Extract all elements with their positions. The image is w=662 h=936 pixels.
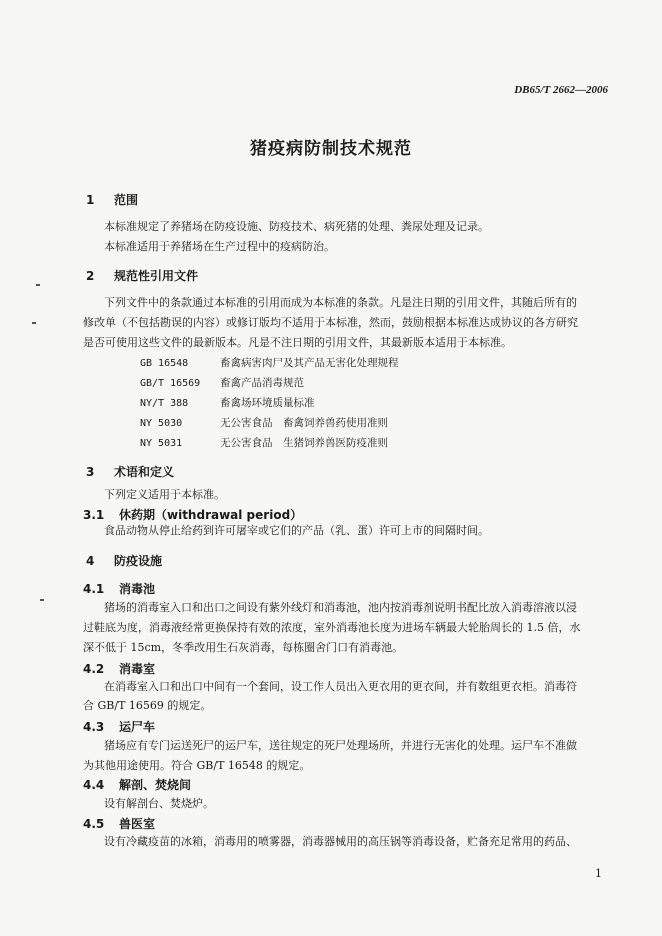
paragraph-line: 修改单（不包括勘误的内容）或修订版均不适用于本标准，然而，鼓励根据本标准达成协议的各方研究	[83, 316, 578, 329]
subsection-number: 3.1	[83, 508, 105, 522]
subsection-number: 4.1	[83, 582, 105, 596]
subsection-title: 休药期（withdrawal period）	[119, 508, 303, 522]
subsection-4-1-heading	[83, 580, 155, 597]
reference-name: 畜禽病害肉尸及其产品无害化处理规程	[220, 357, 399, 369]
scan-speck	[36, 284, 40, 286]
subsection-number: 4.4	[83, 778, 105, 792]
reference-name: 畜禽场环境质量标准	[220, 397, 315, 409]
scan-speck	[40, 599, 44, 601]
reference-code: NY 5030	[140, 418, 183, 429]
paragraph-line: 合 GB/T 16569 的规定。	[83, 699, 212, 712]
subsection-4-3-heading	[83, 718, 155, 735]
reference-code: GB/T 16569	[140, 378, 201, 389]
reference-name: 畜禽产品消毒规范	[220, 377, 304, 389]
section-title: 防疫设施	[114, 554, 163, 568]
subsection-title: 解剖、焚烧间	[119, 778, 192, 792]
reference-name: 无公害食品 畜禽饲养兽药使用准则	[220, 417, 388, 429]
subsection-4-5-heading	[83, 815, 155, 832]
subsection-4-2-heading	[83, 660, 155, 677]
reference-item	[140, 415, 388, 430]
paragraph-line: 设有冷藏疫苗的冰箱，消毒用的喷雾器，消毒器械用的高压锅等消毒设备，贮备充足常用的药品、	[104, 835, 577, 848]
subsection-title: 消毒池	[119, 582, 156, 596]
section-number: 4	[86, 554, 95, 568]
section-title: 术语和定义	[114, 465, 175, 479]
document-number: DB65/T 2662—2006	[514, 84, 608, 96]
section-title: 范围	[114, 193, 139, 207]
page-number: 1	[595, 867, 602, 880]
paragraph-line: 下列文件中的条款通过本标准的引用而成为本标准的条款。凡是注日期的引用文件，其随后所有的	[104, 296, 577, 309]
section-number: 2	[86, 269, 95, 283]
section-4-heading	[86, 552, 162, 569]
paragraph-line: 本标准适用于养猪场在生产过程中的疫病防治。	[104, 240, 335, 253]
paragraph-line: 设有解剖台、焚烧炉。	[104, 797, 214, 810]
subsection-title: 运尸车	[119, 720, 156, 734]
paragraph-line: 过鞋底为度，消毒液经常更换保持有效的浓度，室外消毒池长度为进场车辆最大轮胎周长的 1.5 倍，水	[83, 621, 581, 634]
reference-code: NY/T 388	[140, 398, 189, 409]
reference-item	[140, 435, 388, 450]
section-number: 3	[86, 465, 95, 479]
subsection-number: 4.3	[83, 720, 105, 734]
section-title: 规范性引用文件	[114, 269, 199, 283]
paragraph-line: 深不低于 15cm，冬季改用生石灰消毒，每栋圈舍门口有消毒池。	[83, 641, 404, 654]
reference-item	[140, 395, 315, 410]
subsection-4-4-heading	[83, 776, 191, 793]
paragraph-line: 本标准规定了养猪场在防疫设施、防疫技术、病死猪的处理、粪尿处理及记录。	[104, 220, 489, 233]
reference-code: NY 5031	[140, 438, 183, 449]
paragraph-line: 是否可使用这些文件的最新版本。凡是不注日期的引用文件，其最新版本适用于本标准。	[83, 336, 512, 349]
paragraph-line: 食品动物从停止给药到许可屠宰或它们的产品（乳、蛋）许可上市的间隔时间。	[104, 524, 489, 537]
paragraph-line: 猪场的消毒室入口和出口之间设有紫外线灯和消毒池，池内按消毒剂说明书配比放入消毒溶液以浸	[104, 601, 577, 614]
subsection-3-1-heading	[83, 506, 302, 523]
paragraph-line: 在消毒室入口和出口中间有一个套间，设工作人员出入更衣用的更衣间，并有数组更衣柜。消毒符	[104, 680, 577, 693]
subsection-number: 4.5	[83, 817, 105, 831]
section-2-heading	[86, 267, 198, 284]
scan-speck	[32, 322, 36, 324]
subsection-title: 消毒室	[119, 662, 156, 676]
paragraph-line: 下列定义适用于本标准。	[104, 488, 225, 501]
page-title: 猪疫病防制技术规范	[250, 139, 412, 159]
section-number: 1	[86, 193, 95, 207]
paragraph-line: 为其他用途使用。符合 GB/T 16548 的规定。	[83, 759, 311, 772]
paragraph-line: 猪场应有专门运送死尸的运尸车，送往规定的死尸处理场所，并进行无害化的处理。运尸车不准做	[104, 739, 577, 752]
reference-item	[140, 375, 304, 390]
reference-item	[140, 355, 399, 370]
section-1-heading	[86, 191, 138, 208]
subsection-number: 4.2	[83, 662, 105, 676]
subsection-title: 兽医室	[119, 817, 156, 831]
reference-code: GB 16548	[140, 358, 189, 369]
section-3-heading	[86, 463, 174, 480]
reference-name: 无公害食品 生猪饲养兽医防疫准则	[220, 437, 388, 449]
